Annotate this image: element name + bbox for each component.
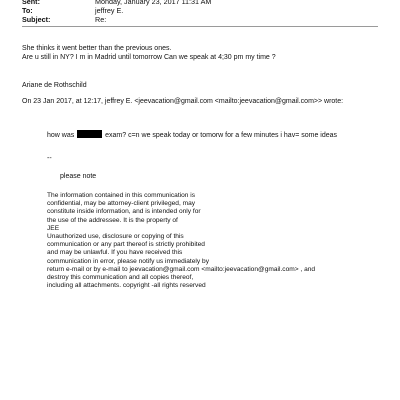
body-line-1: She thinks it went better than the previous ones. (22, 45, 172, 52)
notice-line: The information contained in this communication is (47, 192, 196, 199)
notice-line: confidential, may be attorney-client privileged, may (47, 200, 196, 208)
signature: Ariane de Rothschild (22, 82, 87, 89)
subject-value: Re: (95, 15, 107, 24)
dashes: -- (47, 155, 52, 162)
notice-line: JEE (47, 224, 60, 232)
notice-line: communication or any part thereof is strictly prohibited (47, 241, 205, 249)
header-divider (22, 26, 378, 27)
notice-line: communication in error, please notify us immediately by (47, 257, 209, 265)
quoted-suffix: exam? c=n we speak today or tomorw for a few minutes i hav= some ideas (105, 132, 338, 139)
notice-line: the use of the addressee. It is the property of (47, 216, 178, 224)
quoted-prefix: how was (47, 132, 75, 139)
sent-value: Monday, January 23, 2017 11:31 AM (95, 0, 212, 6)
sent-label: Sent: (22, 0, 40, 6)
notice-line: constitute inside information, and is intended only for (47, 208, 201, 216)
subject-label: Subject: (22, 15, 51, 24)
to-value: jeffrey E. (95, 6, 124, 15)
body-line-2: Are u still in NY? I m in Madrid until tomorrow Can we speak at 4;30 pm my time ? (22, 54, 276, 61)
quote-intro: On 23 Jan 2017, at 12:17, jeffrey E. <jeevacation@gmail.com <mailto:jeevacation@gmail.com>> wrote: (22, 98, 344, 105)
to-label: To: (22, 6, 33, 15)
notice-line: return e-mail or by e-mail to jeevacation@gmail.com <mailto:jeevacation@gmail.com> , and (47, 265, 316, 273)
notice-line: Unauthorized use, disclosure or copying of this (47, 233, 184, 241)
redaction-block (77, 130, 102, 138)
please-note: please note (60, 173, 97, 180)
confidentiality-notice (47, 192, 315, 290)
quoted-message (47, 130, 337, 140)
notice-line: and may be unlawful. If you have received this (47, 249, 183, 257)
notice-line: destroy this communication and all copies thereof, (47, 274, 194, 282)
notice-line: including all attachments. copyright -all rights reserved (47, 282, 206, 290)
